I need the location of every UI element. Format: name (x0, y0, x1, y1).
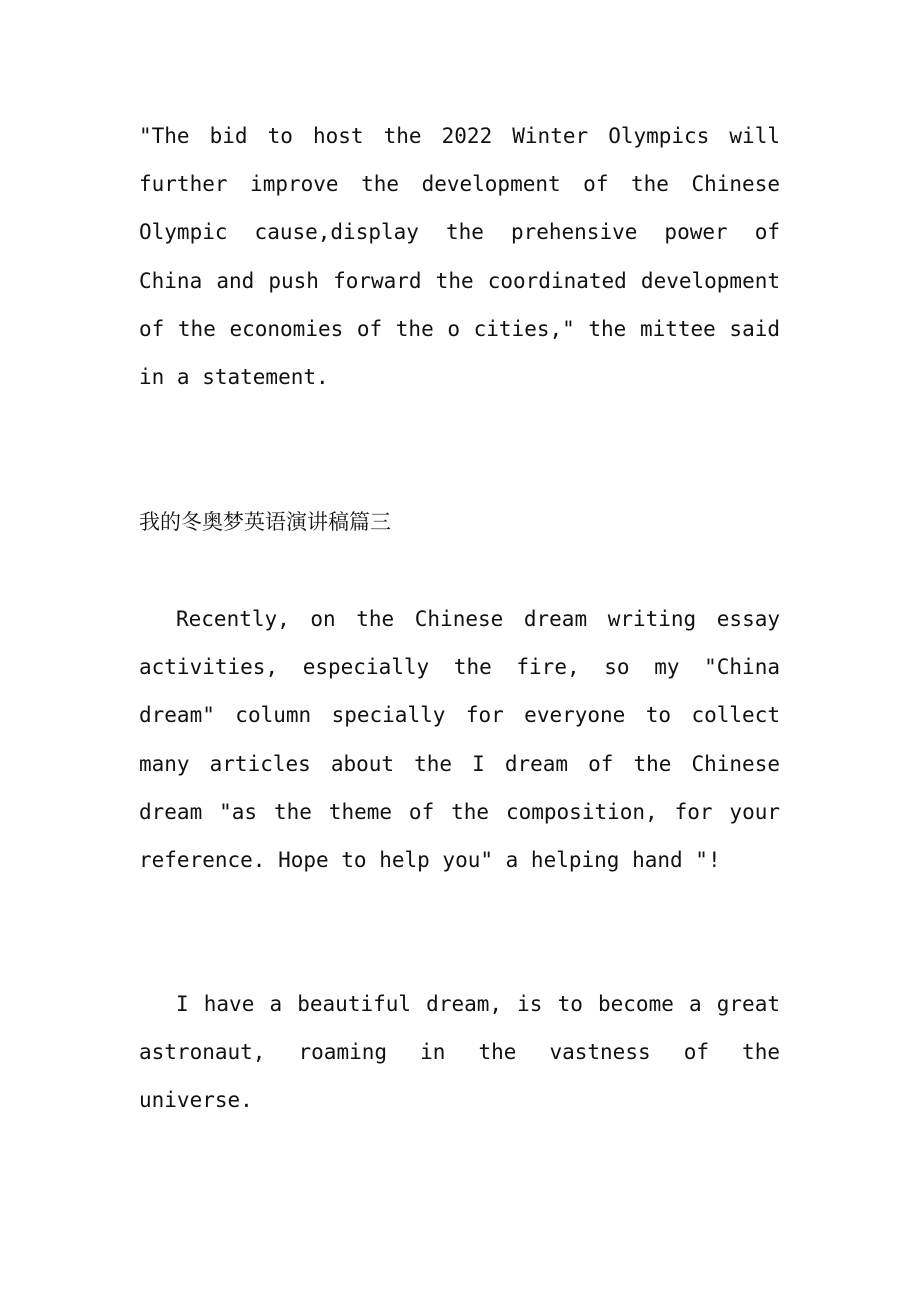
paragraph-chinese-dream-intro: Recently, on the Chinese dream writing essay activities, especially the fire, so my "China dream" column specially for everyone to collect many articles about the I dream of the Chinese dream "as the theme of the composition, for your reference. Hope to help you" a helping hand "! (139, 607, 780, 873)
paragraph-astronaut-dream: I have a beautiful dream, is to become a great astronaut, roaming in the vastness of the universe. (139, 992, 780, 1113)
paragraph-olympic-bid-statement: "The bid to host the 2022 Winter Olympics will further improve the development of the Chinese Olympic cause,display the prehensive power of China and push forward the coordinated development of the economies of the o cities," the mittee said in a statement. (139, 124, 780, 390)
section-heading: 我的冬奥梦英语演讲稿篇三 (139, 510, 391, 534)
